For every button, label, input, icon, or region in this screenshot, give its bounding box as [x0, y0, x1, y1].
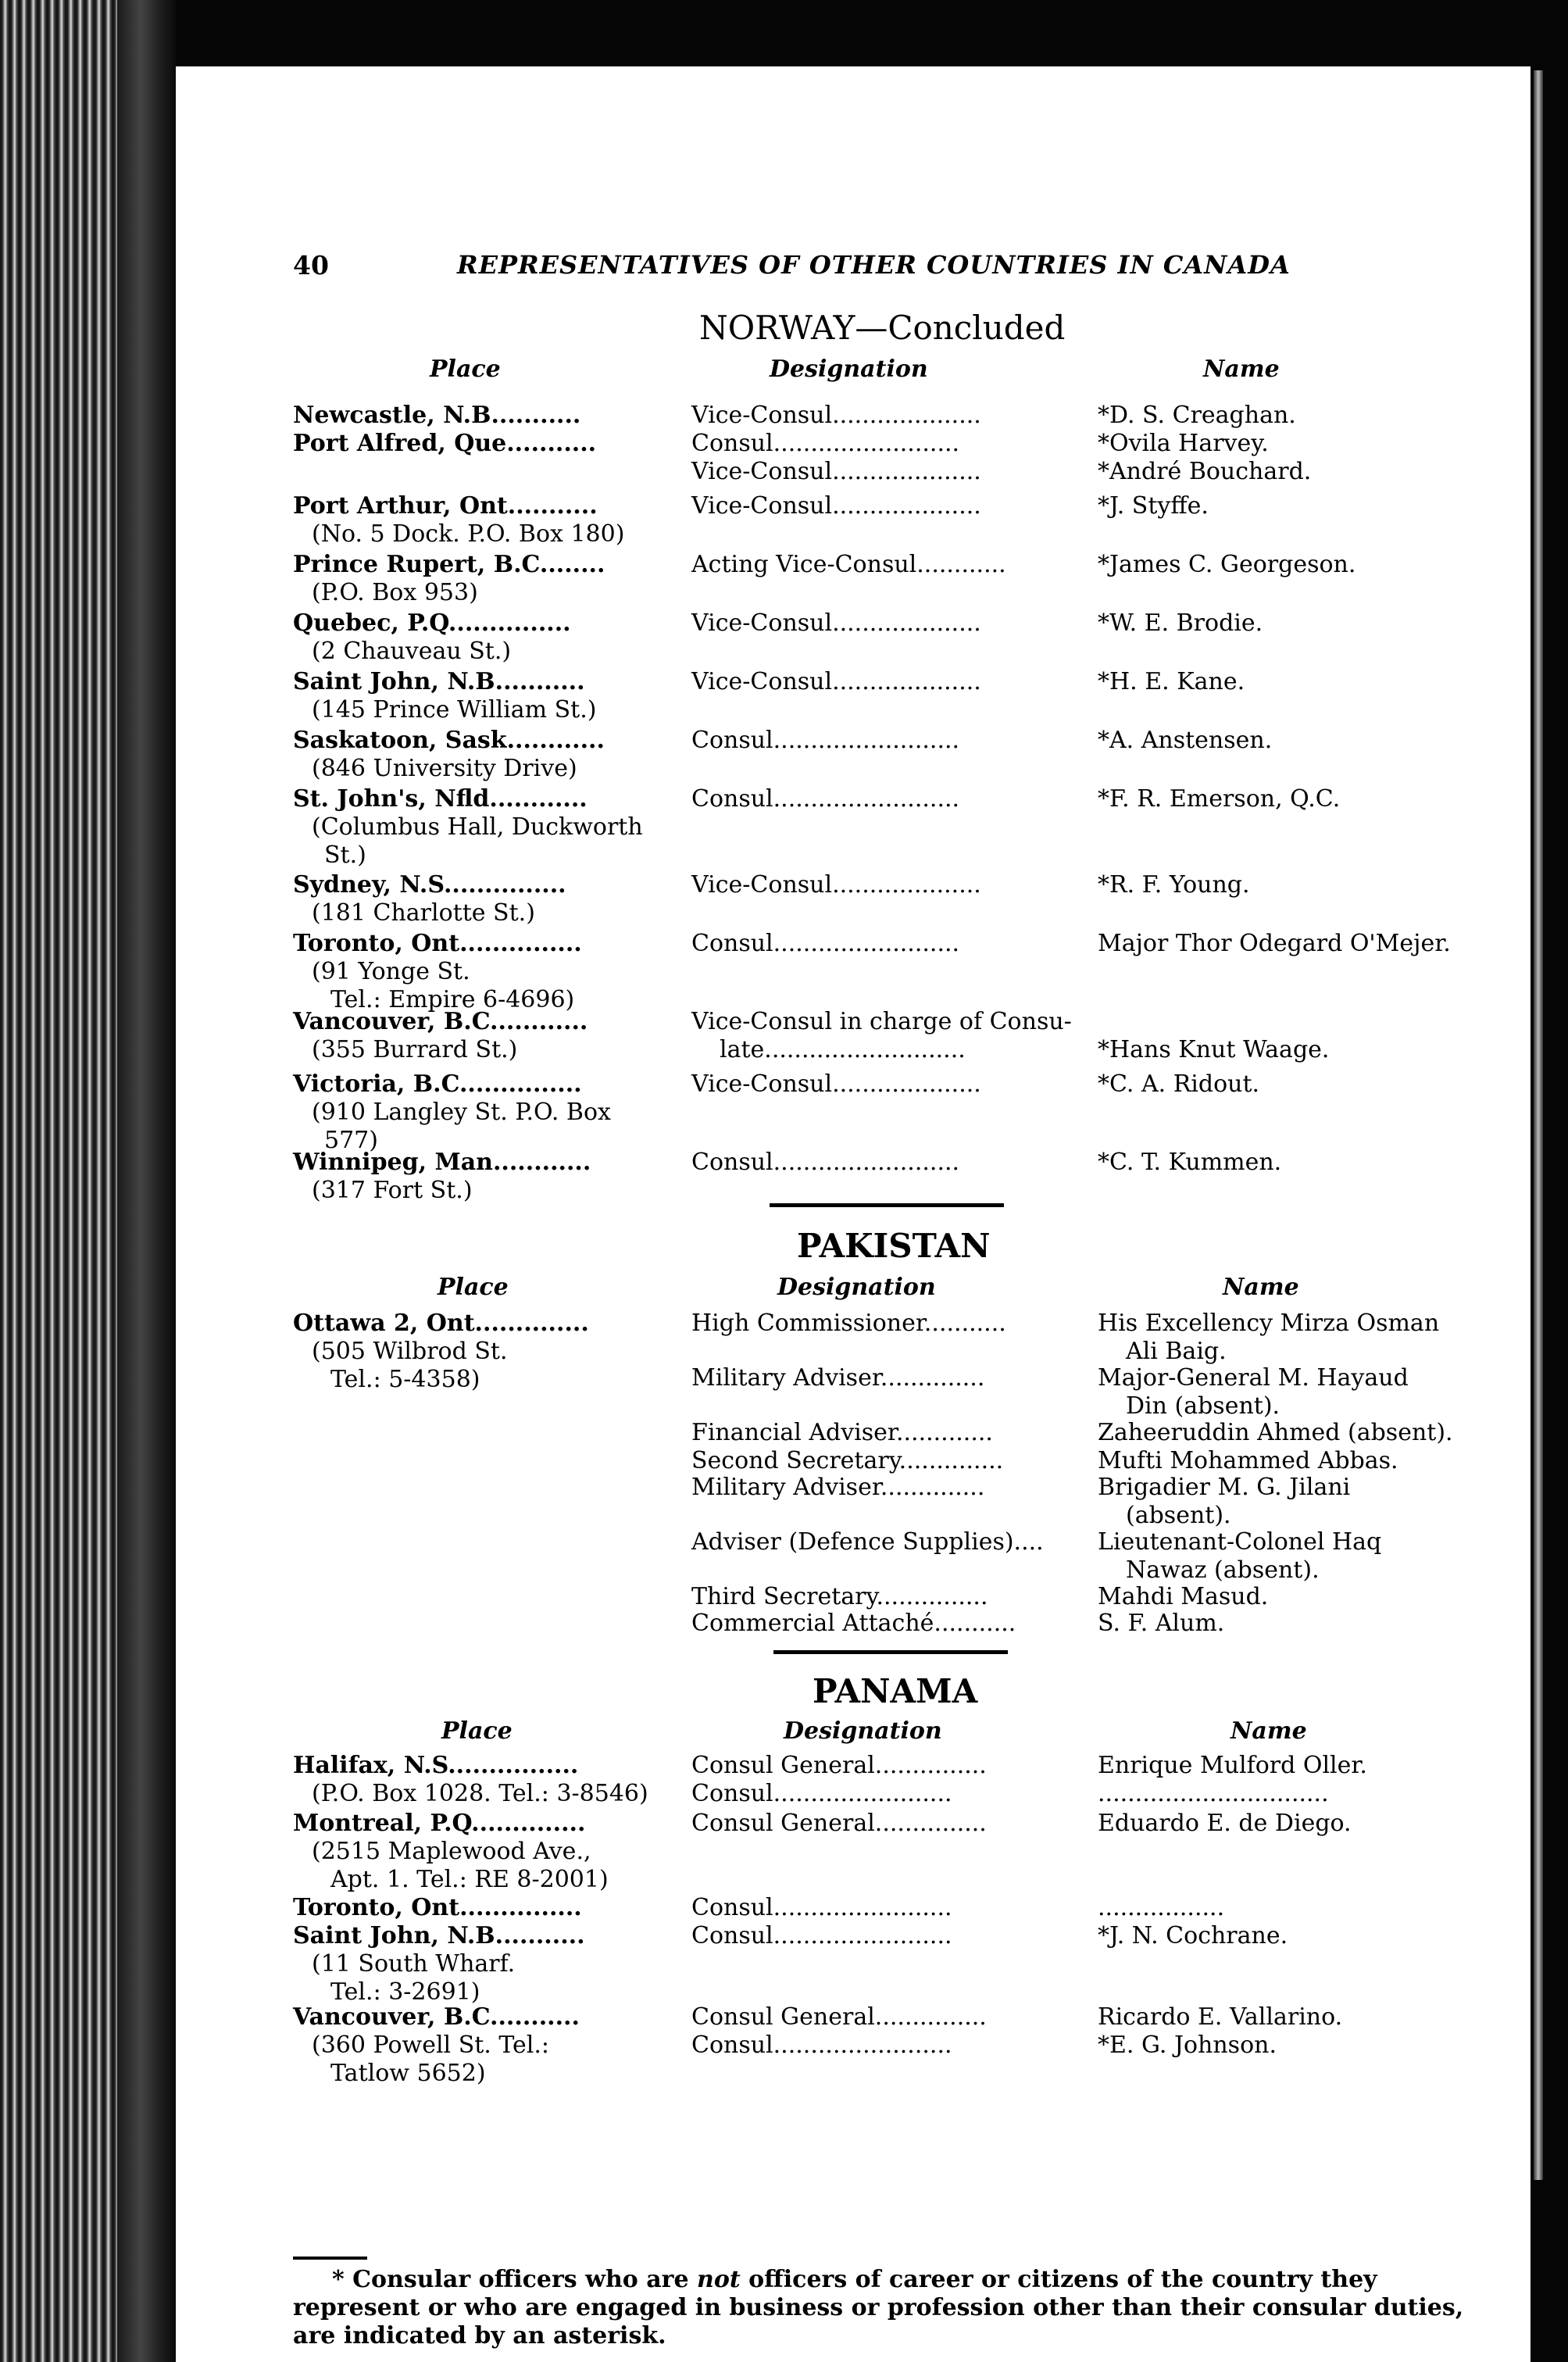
designation-line: Acting Vice-Consul............ — [691, 551, 1006, 578]
name-line: *R. F. Young. — [1098, 871, 1250, 899]
norway-designation — [691, 871, 1090, 899]
norway-name — [1098, 1008, 1488, 1064]
norway-name — [1098, 402, 1488, 430]
page-number: 40 — [293, 250, 329, 281]
designation-line: Consul......................... — [691, 727, 960, 754]
norway-name — [1098, 1070, 1488, 1099]
footnote-emphasis: not — [697, 2266, 741, 2293]
norway-place — [293, 551, 676, 607]
running-title: REPRESENTATIVES OF OTHER COUNTRIES IN CANADA — [457, 250, 1291, 280]
norway-place — [293, 930, 676, 1014]
name-line: Ricardo E. Vallarino. — [1098, 2003, 1343, 2031]
name-line: Mahdi Masud. — [1098, 1583, 1269, 1610]
panama-address-line: (360 Powell St. Tel.: — [312, 2031, 550, 2059]
panama-address-line: (P.O. Box 1028. Tel.: 3-8546) — [312, 1780, 648, 1807]
name-line: (absent). — [1126, 1502, 1231, 1529]
section-divider — [773, 1650, 1008, 1654]
norway-designation — [691, 609, 1090, 638]
scan-top-border — [0, 0, 1568, 66]
panama-city: Saint John, N.B........... — [293, 1922, 585, 1949]
panama-city: Vancouver, B.C........... — [293, 2003, 580, 2031]
norway-place — [293, 492, 676, 549]
norway-designation — [691, 1149, 1090, 1177]
pakistan-address-line: Tel.: 5-4358) — [330, 1366, 480, 1393]
panama-designation — [691, 1752, 1090, 1808]
panama-designation — [691, 1894, 1090, 1922]
norway-name — [1098, 1149, 1488, 1177]
name-line: *J. N. Cochrane. — [1098, 1922, 1288, 1949]
norway-name — [1098, 668, 1488, 696]
panama-place — [293, 1810, 676, 1894]
pakistan-designation: Military Adviser.............. — [691, 1474, 985, 1501]
norway-designation — [691, 1070, 1090, 1099]
norway-name — [1098, 785, 1488, 813]
name-line: *W. E. Brodie. — [1098, 609, 1263, 637]
name-line: Major Thor Odegard O'Mejer. — [1098, 930, 1451, 957]
name-line — [1098, 1008, 1488, 1036]
norway-city: St. John's, Nfld............ — [293, 785, 588, 813]
designation-line: Vice-Consul.................... — [691, 1070, 981, 1098]
norway-address-line: 577) — [324, 1127, 378, 1154]
norway-address-line: (P.O. Box 953) — [312, 579, 478, 606]
name-line: Enrique Mulford Oller. — [1098, 1752, 1367, 1779]
norway-designation — [691, 668, 1090, 696]
norway-city: Saskatoon, Sask............ — [293, 727, 605, 754]
pakistan-designation: Second Secretary.............. — [691, 1447, 1004, 1474]
name-line: Eduardo E. de Diego. — [1098, 1810, 1352, 1837]
designation-line: Consul General............... — [691, 1810, 987, 1837]
norway-address-line: (317 Fort St.) — [312, 1177, 473, 1204]
name-line: Ali Baig. — [1126, 1338, 1227, 1365]
norway-address-line: (355 Burrard St.) — [312, 1036, 518, 1063]
designation-line: Vice-Consul.................... — [691, 871, 981, 899]
pakistan-designation: High Commissioner........... — [691, 1310, 1006, 1337]
norway-name — [1098, 609, 1488, 638]
panama-name — [1098, 1894, 1488, 1922]
scan-right-border — [1530, 0, 1568, 2362]
panama-designation — [691, 1810, 1090, 1838]
norway-address-line: (145 Prince William St.) — [312, 696, 597, 724]
norway-title: NORWAY—Concluded — [699, 309, 1066, 347]
pakistan-address-line: (505 Wilbrod St. — [312, 1338, 508, 1365]
name-line: *C. T. Kummen. — [1098, 1149, 1282, 1176]
norway-city: Vancouver, B.C............ — [293, 1008, 588, 1035]
norway-address-line: (910 Langley St. P.O. Box — [312, 1099, 611, 1126]
panama-col-name: Name — [1230, 1717, 1307, 1745]
name-line: *Ovila Harvey. — [1098, 430, 1269, 457]
norway-city: Winnipeg, Man............ — [293, 1149, 591, 1176]
norway-col-name: Name — [1203, 356, 1280, 383]
panama-name — [1098, 1922, 1488, 1950]
panama-designation — [691, 1922, 1090, 1950]
name-line: *D. S. Creaghan. — [1098, 402, 1296, 429]
norway-designation — [691, 727, 1090, 755]
designation-line: Consul General............... — [691, 1752, 987, 1779]
pakistan-city: Ottawa 2, Ont.............. — [293, 1310, 589, 1337]
norway-name — [1098, 430, 1488, 486]
pakistan-name — [1098, 1310, 1488, 1366]
norway-designation — [691, 430, 1090, 486]
norway-designation — [691, 492, 1090, 520]
norway-place — [293, 1149, 676, 1205]
name-line: Major-General M. Hayaud — [1098, 1364, 1409, 1392]
name-line: His Excellency Mirza Osman — [1098, 1310, 1440, 1337]
norway-city: Port Arthur, Ont........... — [293, 492, 598, 520]
designation-line: Vice-Consul in charge of Consu- — [691, 1008, 1072, 1035]
panama-address-line: (11 South Wharf. — [312, 1950, 516, 1978]
pakistan-col-name: Name — [1223, 1274, 1299, 1301]
pakistan-name — [1098, 1364, 1488, 1420]
norway-city: Quebec, P.Q............... — [293, 609, 571, 637]
designation-line: Vice-Consul.................... — [691, 609, 981, 637]
pakistan-designation: Adviser (Defence Supplies).... — [691, 1528, 1044, 1556]
panama-name — [1098, 1810, 1488, 1838]
panama-title: PANAMA — [813, 1672, 978, 1710]
norway-designation — [691, 930, 1090, 958]
footnote-rule — [293, 2257, 367, 2260]
norway-designation — [691, 402, 1090, 430]
norway-name — [1098, 871, 1488, 899]
norway-place — [293, 785, 676, 870]
norway-place — [293, 402, 676, 430]
name-line: ................. — [1098, 1894, 1225, 1921]
name-line: Mufti Mohammed Abbas. — [1098, 1447, 1398, 1474]
designation-line: Vice-Consul.................... — [691, 492, 981, 520]
designation-line: Vice-Consul.................... — [691, 458, 981, 485]
panama-name — [1098, 2003, 1488, 2060]
pakistan-place — [293, 1310, 676, 1394]
designation-line: Consul........................ — [691, 1922, 952, 1949]
norway-place — [293, 1070, 676, 1155]
norway-name — [1098, 551, 1488, 579]
name-line: *Hans Knut Waage. — [1098, 1036, 1330, 1063]
panama-city: Montreal, P.Q.............. — [293, 1810, 586, 1837]
panama-place — [293, 1752, 676, 1808]
panama-address-line: Tel.: 3-2691) — [330, 1978, 480, 2006]
norway-place — [293, 871, 676, 927]
footnote-rest: officers of career or citizens of the country they represent or who are engaged in business or profession other than their consular duties, are indicated by an asterisk. — [293, 2266, 1464, 2349]
norway-address-line: St.) — [324, 842, 366, 869]
panama-address-line: Tatlow 5652) — [330, 2060, 486, 2087]
name-line: Din (absent). — [1126, 1392, 1280, 1420]
norway-place — [293, 1008, 676, 1064]
pakistan-name — [1098, 1528, 1488, 1585]
norway-city: Port Alfred, Que........... — [293, 430, 597, 457]
designation-line: late........................... — [720, 1036, 966, 1063]
name-line: S. F. Alum. — [1098, 1610, 1225, 1637]
norway-address-line: (No. 5 Dock. P.O. Box 180) — [312, 520, 625, 548]
norway-place — [293, 609, 676, 666]
norway-city: Victoria, B.C............... — [293, 1070, 582, 1098]
name-line: *E. G. Johnson. — [1098, 2031, 1277, 2059]
norway-city: Sydney, N.S............... — [293, 871, 566, 899]
norway-city: Prince Rupert, B.C........ — [293, 551, 605, 578]
panama-col-designation: Designation — [784, 1717, 942, 1745]
norway-col-designation: Designation — [770, 356, 928, 383]
panama-address-line: Apt. 1. Tel.: RE 8-2001) — [330, 1866, 609, 1893]
designation-line: Consul........................ — [691, 1780, 952, 1807]
designation-line: Consul......................... — [691, 1149, 960, 1176]
norway-city: Toronto, Ont............... — [293, 930, 582, 957]
section-divider — [770, 1203, 1004, 1207]
designation-line: Consul......................... — [691, 430, 960, 457]
designation-line: Consul........................ — [691, 1894, 952, 1921]
norway-address-line: (91 Yonge St. — [312, 958, 470, 985]
panama-place — [293, 1922, 676, 2006]
pakistan-name — [1098, 1474, 1488, 1530]
norway-address-line: (846 University Drive) — [312, 755, 577, 782]
name-line: *A. Anstensen. — [1098, 727, 1273, 754]
panama-address-line: (2515 Maplewood Ave., — [312, 1838, 591, 1865]
norway-place — [293, 668, 676, 724]
norway-name — [1098, 492, 1488, 520]
name-line: Nawaz (absent). — [1126, 1556, 1320, 1584]
norway-city: Newcastle, N.B........... — [293, 402, 581, 429]
designation-line: Consul General............... — [691, 2003, 987, 2031]
panama-city: Toronto, Ont............... — [293, 1894, 582, 1921]
name-line: Zaheeruddin Ahmed (absent). — [1098, 1419, 1453, 1446]
pakistan-title: PAKISTAN — [797, 1227, 991, 1265]
norway-designation — [691, 1008, 1090, 1064]
designation-line: Vice-Consul.................... — [691, 402, 981, 429]
pakistan-designation: Financial Adviser............. — [691, 1419, 993, 1446]
pakistan-col-designation: Designation — [777, 1274, 936, 1301]
norway-col-place: Place — [430, 356, 501, 383]
name-line: Lieutenant-Colonel Haq — [1098, 1528, 1382, 1556]
norway-place — [293, 430, 676, 458]
designation-line: Consul......................... — [691, 930, 960, 957]
name-line: *James C. Georgeson. — [1098, 551, 1356, 578]
norway-designation — [691, 551, 1090, 579]
page-header — [293, 250, 1316, 297]
pakistan-col-place: Place — [438, 1274, 509, 1301]
panama-designation — [691, 2003, 1090, 2060]
pakistan-name — [1098, 1583, 1488, 1611]
norway-city: Saint John, N.B........... — [293, 668, 585, 695]
panama-city: Halifax, N.S................ — [293, 1752, 579, 1779]
pakistan-name — [1098, 1610, 1488, 1638]
panama-place — [293, 1894, 676, 1922]
designation-line: Consul......................... — [691, 785, 960, 813]
name-line: *André Bouchard. — [1098, 458, 1312, 485]
norway-designation — [691, 785, 1090, 813]
pakistan-designation: Third Secretary............... — [691, 1583, 988, 1610]
footnote-prefix: * Consular officers who are — [332, 2266, 698, 2293]
norway-address-line: (Columbus Hall, Duckworth — [312, 813, 643, 841]
designation-line: Consul........................ — [691, 2031, 952, 2059]
norway-place — [293, 727, 676, 783]
designation-line: Vice-Consul.................... — [691, 668, 981, 695]
pakistan-name — [1098, 1447, 1488, 1475]
name-line: *C. A. Ridout. — [1098, 1070, 1260, 1098]
name-line: *H. E. Kane. — [1098, 668, 1245, 695]
panama-name — [1098, 1752, 1488, 1808]
norway-name — [1098, 930, 1488, 958]
footnote — [293, 2266, 1473, 2350]
norway-address-line: Tel.: Empire 6-4696) — [330, 986, 575, 1013]
name-line: *J. Styffe. — [1098, 492, 1209, 520]
norway-name — [1098, 727, 1488, 755]
name-line: Brigadier M. G. Jilani — [1098, 1474, 1351, 1501]
name-line: ............................... — [1098, 1780, 1329, 1807]
name-line: *F. R. Emerson, Q.C. — [1098, 785, 1341, 813]
norway-address-line: (181 Charlotte St.) — [312, 899, 535, 927]
pakistan-name — [1098, 1419, 1488, 1447]
pakistan-designation: Commercial Attaché........... — [691, 1610, 1016, 1637]
norway-address-line: (2 Chauveau St.) — [312, 638, 512, 665]
panama-col-place: Place — [441, 1717, 513, 1745]
pakistan-designation: Military Adviser.............. — [691, 1364, 985, 1392]
scan-binding-edge — [0, 0, 176, 2362]
panama-place — [293, 2003, 676, 2088]
